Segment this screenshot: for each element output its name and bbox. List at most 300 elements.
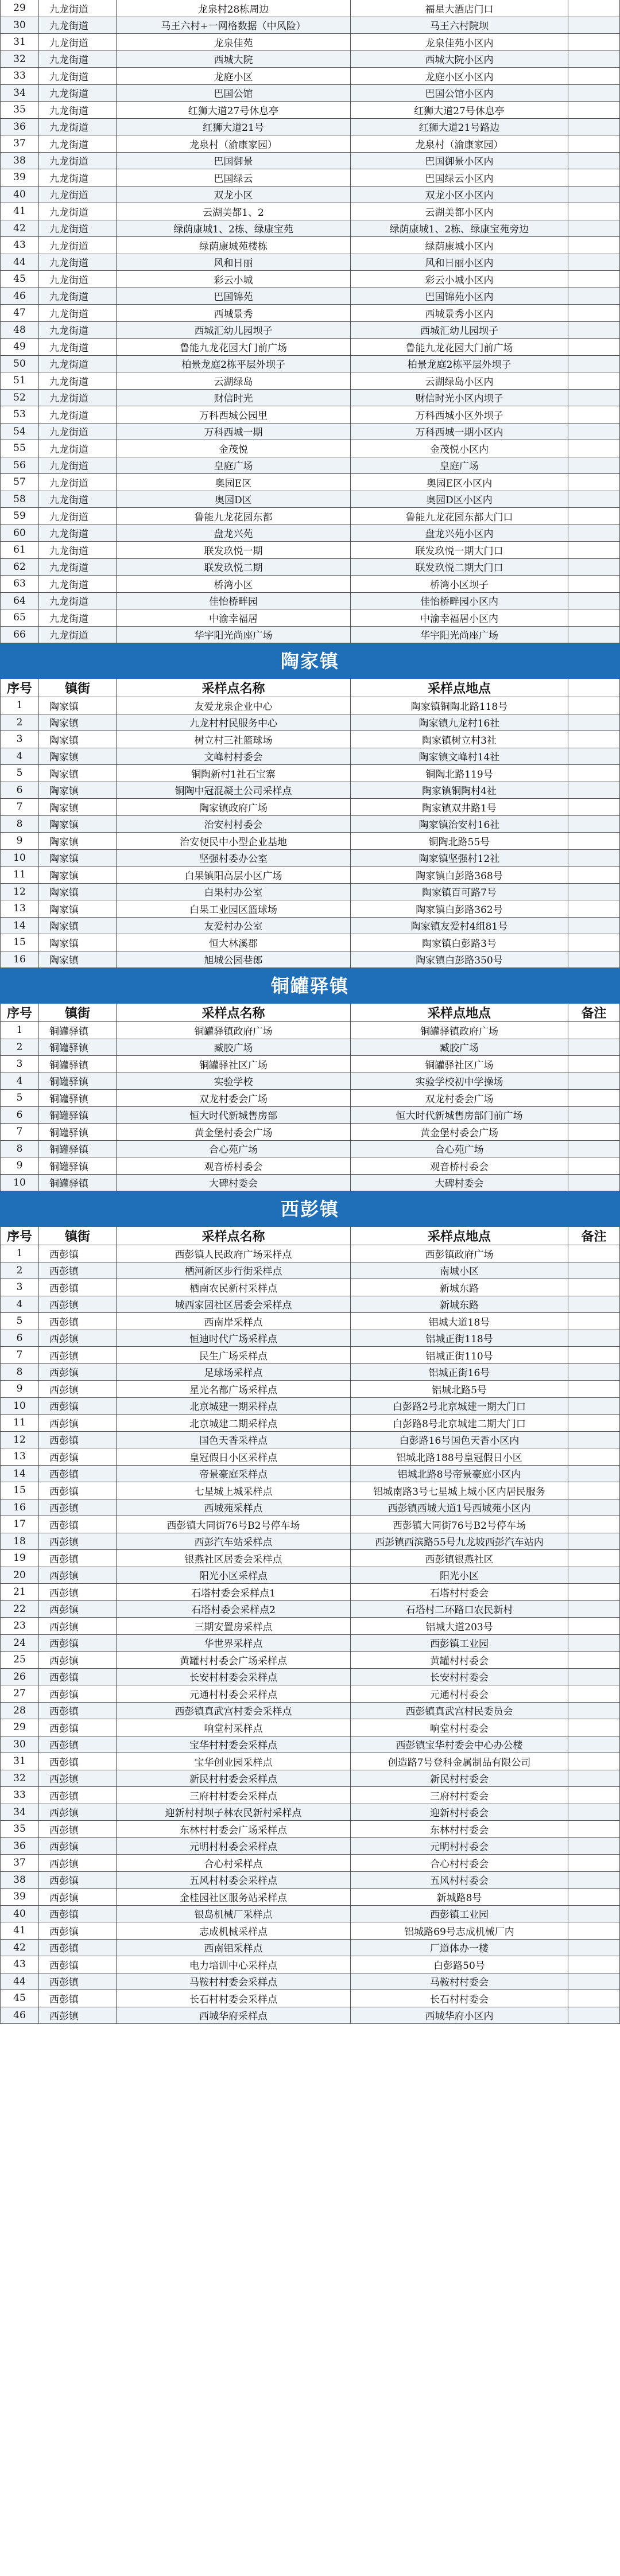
cell-town: 陶家镇 (39, 782, 117, 799)
table-row (0, 1669, 620, 1686)
cell-site-address: 铝城北路8号帝景豪庭小区内 (351, 1466, 568, 1482)
cell-town: 西彭镇 (39, 2007, 117, 2024)
cell-site-address: 陶家镇双井路1号 (351, 799, 568, 815)
cell-town: 西彭镇 (39, 1245, 117, 1262)
cell-note (568, 1821, 620, 1837)
cell-note (568, 491, 620, 508)
cell-town: 西彭镇 (39, 1838, 117, 1855)
cell-site-address: 西城汇幼儿园坝子 (351, 322, 568, 339)
cell-site-address: 福星大酒店门口 (351, 0, 568, 17)
cell-index: 32 (0, 1770, 39, 1787)
table-row (0, 1157, 620, 1175)
cell-site-address: 陶家镇友爱村4组81号 (351, 918, 568, 934)
cell-site-address: 西彭镇西滨路55号九龙坡西彭汽车站内 (351, 1533, 568, 1550)
table-row (0, 1652, 620, 1669)
cell-site-name: 巴国公馆 (117, 85, 351, 102)
table-row (0, 406, 620, 423)
table-row (0, 440, 620, 457)
cell-site-address: 陶家镇铜陶北路118号 (351, 697, 568, 714)
cell-note (568, 1567, 620, 1584)
cell-site-name: 西南铝采样点 (117, 1940, 351, 1956)
cell-town: 西彭镇 (39, 1601, 117, 1618)
cell-site-name: 东林村村委会广场采样点 (117, 1821, 351, 1837)
cell-site-name: 皇庭广场 (117, 457, 351, 474)
table-row (0, 1719, 620, 1736)
cell-site-address: 双龙村委会广场 (351, 1090, 568, 1106)
cell-site-address: 铜陶北路55号 (351, 833, 568, 849)
cell-note (568, 0, 620, 17)
cell-site-address: 联发玖悦一期大门口 (351, 542, 568, 558)
table-row (0, 627, 620, 644)
cell-site-name: 国色天香采样点 (117, 1432, 351, 1448)
cell-site-address: 白彭路16号国色天香小区内 (351, 1432, 568, 1448)
cell-index: 7 (0, 799, 39, 815)
cell-site-address: 巴国御景小区内 (351, 153, 568, 169)
cell-site-address: 鲁能九龙花园大门前广场 (351, 339, 568, 355)
table-row (0, 68, 620, 85)
column-header: 采样点名称 (117, 1227, 351, 1245)
table-row (0, 203, 620, 220)
cell-town: 九龙街道 (39, 187, 117, 203)
cell-town: 九龙街道 (39, 288, 117, 305)
table-row (0, 1584, 620, 1601)
cell-town: 西彭镇 (39, 1703, 117, 1719)
cell-note (568, 1448, 620, 1465)
table-row (0, 0, 620, 17)
cell-town: 西彭镇 (39, 1906, 117, 1922)
cell-site-address: 新城东路 (351, 1296, 568, 1313)
cell-index: 25 (0, 1652, 39, 1668)
table-row (0, 271, 620, 288)
cell-site-name: 马鞍村村委会采样点 (117, 1973, 351, 1990)
cell-note (568, 1157, 620, 1174)
cell-site-name: 合心村采样点 (117, 1855, 351, 1871)
cell-index: 20 (0, 1567, 39, 1584)
cell-site-address: 陶家镇九龙村16社 (351, 714, 568, 731)
cell-site-name: 长安村村委会采样点 (117, 1669, 351, 1685)
cell-site-name: 西城华府采样点 (117, 2007, 351, 2024)
cell-note (568, 525, 620, 542)
table-row (0, 169, 620, 187)
cell-site-address: 东林村村委会 (351, 1821, 568, 1837)
cell-site-name: 大碑村委会 (117, 1175, 351, 1191)
column-header: 采样点地点 (351, 1004, 568, 1021)
cell-site-address: 万科西城一期小区内 (351, 423, 568, 440)
table-row (0, 1022, 620, 1039)
cell-site-address: 西彭镇大同街76号B2号停车场 (351, 1516, 568, 1533)
cell-note (568, 423, 620, 440)
table-row (0, 884, 620, 901)
cell-index: 30 (0, 1736, 39, 1753)
table-row (0, 867, 620, 884)
cell-site-name: 铜罐驿镇政府广场 (117, 1022, 351, 1039)
cell-town: 陶家镇 (39, 884, 117, 900)
cell-note (568, 1956, 620, 1973)
cell-site-address: 巴国公馆小区内 (351, 85, 568, 102)
cell-town: 九龙街道 (39, 51, 117, 68)
cell-index: 34 (0, 85, 39, 102)
table-row (0, 288, 620, 305)
cell-site-address: 观音桥村委会 (351, 1157, 568, 1174)
cell-site-address: 恒大时代新城售房部门前广场 (351, 1107, 568, 1124)
column-header: 采样点名称 (117, 1004, 351, 1021)
cell-site-address: 铝城北路188号皇冠假日小区 (351, 1448, 568, 1465)
cell-site-name: 臧胶广场 (117, 1039, 351, 1056)
cell-town: 九龙街道 (39, 34, 117, 50)
cell-site-name: 联发玖悦二期 (117, 559, 351, 576)
cell-note (568, 900, 620, 917)
cell-index: 15 (0, 1482, 39, 1499)
cell-index: 38 (0, 153, 39, 169)
cell-town: 西彭镇 (39, 1889, 117, 1905)
cell-site-name: 绿荫康城苑楼栋 (117, 237, 351, 254)
cell-note (568, 1296, 620, 1313)
cell-site-name: 佳怡桥畔园 (117, 593, 351, 609)
cell-site-name: 红狮大道27号休息亭 (117, 102, 351, 118)
cell-note (568, 135, 620, 152)
cell-site-name: 龙泉村28栋周边 (117, 0, 351, 17)
cell-town: 铜罐驿镇 (39, 1022, 117, 1039)
cell-note (568, 833, 620, 849)
cell-index: 42 (0, 1940, 39, 1956)
cell-index: 4 (0, 1073, 39, 1090)
cell-index: 8 (0, 1364, 39, 1381)
table-row (0, 220, 620, 238)
cell-note (568, 1533, 620, 1550)
cell-note (568, 576, 620, 592)
cell-note (568, 593, 620, 609)
cell-town: 西彭镇 (39, 1584, 117, 1600)
cell-town: 九龙街道 (39, 203, 117, 220)
cell-site-address: 西彭镇工业园 (351, 1635, 568, 1652)
table-row (0, 1313, 620, 1330)
cell-town: 西彭镇 (39, 1973, 117, 1990)
cell-site-name: 北京城建一期采样点 (117, 1398, 351, 1415)
cell-note (568, 627, 620, 643)
cell-town: 西彭镇 (39, 1364, 117, 1381)
cell-site-address: 中渝幸福居小区内 (351, 609, 568, 626)
cell-note (568, 1889, 620, 1905)
cell-site-address: 陶家镇铜陶村4社 (351, 782, 568, 799)
table-row (0, 1872, 620, 1889)
cell-site-name: 栖河新区步行街采样点 (117, 1262, 351, 1279)
cell-note (568, 731, 620, 748)
table-row (0, 816, 620, 833)
cell-site-address: 马鞍村村委会 (351, 1973, 568, 1990)
cell-index: 9 (0, 833, 39, 849)
table-row (0, 1736, 620, 1754)
table-row (0, 1533, 620, 1551)
table-row (0, 1973, 620, 1991)
cell-site-name: 万科西城公园里 (117, 406, 351, 423)
table-row (0, 593, 620, 610)
cell-town: 铜罐驿镇 (39, 1056, 117, 1073)
cell-index: 6 (0, 782, 39, 799)
cell-note (568, 1175, 620, 1191)
cell-site-name: 柏景龙庭2栋平层外坝子 (117, 356, 351, 372)
table-row (0, 17, 620, 34)
cell-index: 31 (0, 34, 39, 50)
cell-site-name: 黄金堡村委会广场 (117, 1124, 351, 1140)
cell-site-name: 鲁能九龙花园东都 (117, 508, 351, 524)
section-1 (0, 643, 620, 968)
cell-town: 铜罐驿镇 (39, 1175, 117, 1191)
cell-site-name: 白果工业园区篮球场 (117, 900, 351, 917)
table-row (0, 1107, 620, 1124)
table-row (0, 119, 620, 136)
cell-note (568, 1618, 620, 1634)
cell-town: 铜罐驿镇 (39, 1157, 117, 1174)
cell-note (568, 1313, 620, 1330)
table-row (0, 1175, 620, 1192)
cell-site-address: 西城华府小区内 (351, 2007, 568, 2024)
cell-site-address: 迎新村村委会 (351, 1804, 568, 1821)
cell-site-name: 志成机械采样点 (117, 1922, 351, 1939)
cell-site-address: 龙泉佳苑小区内 (351, 34, 568, 50)
cell-town: 陶家镇 (39, 748, 117, 765)
cell-index: 1 (0, 1245, 39, 1262)
cell-site-name: 电力培训中心采样点 (117, 1956, 351, 1973)
table-row (0, 934, 620, 951)
cell-index: 10 (0, 1398, 39, 1415)
cell-note (568, 1107, 620, 1124)
cell-town: 九龙街道 (39, 390, 117, 406)
cell-site-name: 云湖美都1、2 (117, 203, 351, 220)
cell-town: 西彭镇 (39, 1516, 117, 1533)
cell-site-address: 厂道体办一楼 (351, 1940, 568, 1956)
cell-index: 14 (0, 918, 39, 934)
cell-index: 33 (0, 1787, 39, 1804)
table-row (0, 1940, 620, 1957)
cell-index: 4 (0, 1296, 39, 1313)
cell-note (568, 51, 620, 68)
cell-site-address: 铝城大道18号 (351, 1313, 568, 1330)
cell-note (568, 17, 620, 34)
cell-town: 铜罐驿镇 (39, 1090, 117, 1106)
cell-note (568, 1990, 620, 2007)
cell-note (568, 508, 620, 524)
table-row (0, 1635, 620, 1652)
cell-site-address: 陶家镇坚强村12社 (351, 850, 568, 867)
cell-site-name: 宝华创业园采样点 (117, 1753, 351, 1770)
cell-note (568, 356, 620, 372)
cell-index: 28 (0, 1703, 39, 1719)
cell-town: 九龙街道 (39, 254, 117, 271)
cell-note (568, 1124, 620, 1140)
cell-town: 西彭镇 (39, 1550, 117, 1567)
cell-town: 西彭镇 (39, 1279, 117, 1296)
cell-site-address: 三府村村委会 (351, 1787, 568, 1804)
cell-index: 48 (0, 322, 39, 339)
cell-index: 9 (0, 1157, 39, 1174)
cell-town: 九龙街道 (39, 322, 117, 339)
cell-site-name: 万科西城一期 (117, 423, 351, 440)
cell-note (568, 68, 620, 84)
cell-index: 61 (0, 542, 39, 558)
table-row (0, 187, 620, 204)
cell-town: 九龙街道 (39, 220, 117, 237)
cell-note (568, 237, 620, 254)
cell-site-name: 恒大时代新城售房部 (117, 1107, 351, 1124)
cell-index: 34 (0, 1804, 39, 1821)
cell-note (568, 1550, 620, 1567)
cell-site-address: 双龙小区小区内 (351, 187, 568, 203)
cell-note (568, 440, 620, 457)
cell-site-name: 治安村村委会 (117, 816, 351, 833)
cell-note (568, 867, 620, 883)
cell-note (568, 220, 620, 237)
cell-note (568, 748, 620, 765)
table-row (0, 135, 620, 153)
cell-town: 九龙街道 (39, 491, 117, 508)
cell-note (568, 85, 620, 102)
cell-site-address: 白彭路50号 (351, 1956, 568, 1973)
cell-town: 西彭镇 (39, 1448, 117, 1465)
cell-index: 12 (0, 1432, 39, 1448)
cell-note (568, 1973, 620, 1990)
cell-index: 35 (0, 102, 39, 118)
cell-index: 2 (0, 1039, 39, 1056)
cell-town: 铜罐驿镇 (39, 1107, 117, 1124)
cell-town: 西彭镇 (39, 1635, 117, 1652)
cell-note (568, 1364, 620, 1381)
cell-note (568, 1432, 620, 1448)
cell-note (568, 406, 620, 423)
column-header (568, 679, 620, 697)
cell-site-name: 银岛机械厂采样点 (117, 1906, 351, 1922)
section-title: 西彭镇 (0, 1191, 620, 1227)
cell-town: 九龙街道 (39, 17, 117, 34)
column-header: 序号 (0, 1227, 39, 1245)
table-row (0, 1039, 620, 1056)
section-title: 陶家镇 (0, 643, 620, 679)
table-row (0, 576, 620, 593)
cell-site-address: 陶家镇白彭路368号 (351, 867, 568, 883)
cell-town: 九龙街道 (39, 153, 117, 169)
cell-site-name: 华宇阳光尚座广场 (117, 627, 351, 643)
cell-site-name: 白果村办公室 (117, 884, 351, 900)
table-row (0, 153, 620, 170)
cell-index: 51 (0, 372, 39, 389)
cell-index: 3 (0, 1056, 39, 1073)
cell-town: 西彭镇 (39, 1398, 117, 1415)
cell-site-name: 三府村村委会采样点 (117, 1787, 351, 1804)
table-row (0, 1821, 620, 1838)
cell-town: 九龙街道 (39, 593, 117, 609)
cell-index: 10 (0, 850, 39, 867)
table-row (0, 731, 620, 748)
cell-note (568, 1398, 620, 1415)
table-row (0, 765, 620, 782)
cell-site-address: 绿荫康城小区内 (351, 237, 568, 254)
cell-site-name: 元明村村委会采样点 (117, 1838, 351, 1855)
table-row (0, 1601, 620, 1618)
table-row (0, 254, 620, 271)
cell-town: 西彭镇 (39, 1685, 117, 1702)
column-header: 序号 (0, 679, 39, 697)
cell-town: 西彭镇 (39, 1821, 117, 1837)
cell-index: 59 (0, 508, 39, 524)
cell-site-name: 龙庭小区 (117, 68, 351, 84)
cell-town: 西彭镇 (39, 1652, 117, 1668)
cell-site-name: 迎新村村坝子林农民新村采样点 (117, 1804, 351, 1821)
cell-site-name: 元通村村委会采样点 (117, 1685, 351, 1702)
cell-note (568, 1499, 620, 1516)
cell-site-address: 石塔村二环路口农民新村 (351, 1601, 568, 1618)
cell-site-address: 响堂村村委会 (351, 1719, 568, 1736)
cell-site-name: 白果镇阳高层小区广场 (117, 867, 351, 883)
cell-note (568, 1703, 620, 1719)
cell-note (568, 1466, 620, 1482)
cell-site-address: 五风村村委会 (351, 1872, 568, 1889)
table-row (0, 1262, 620, 1280)
cell-town: 西彭镇 (39, 1499, 117, 1516)
cell-index: 29 (0, 0, 39, 17)
table-row (0, 237, 620, 254)
cell-site-name: 奥园E区 (117, 474, 351, 491)
cell-note (568, 1922, 620, 1939)
cell-site-address: 陶家镇治安村16社 (351, 816, 568, 833)
cell-town: 西彭镇 (39, 1736, 117, 1753)
cell-site-name: 星光名都广场采样点 (117, 1381, 351, 1397)
cell-site-name: 观音桥村委会 (117, 1157, 351, 1174)
table-row (0, 525, 620, 542)
cell-town: 九龙街道 (39, 68, 117, 84)
cell-site-address: 新城路8号 (351, 1889, 568, 1905)
cell-town: 陶家镇 (39, 918, 117, 934)
table-row (0, 1618, 620, 1635)
cell-site-name: 金桂园社区服务站采样点 (117, 1889, 351, 1905)
cell-site-name: 友爱龙泉企业中心 (117, 697, 351, 714)
cell-town: 西彭镇 (39, 1855, 117, 1871)
cell-note (568, 102, 620, 118)
cell-site-name: 石塔村委会采样点2 (117, 1601, 351, 1618)
cell-site-name: 双龙村委会广场 (117, 1090, 351, 1106)
table-row (0, 1516, 620, 1533)
cell-site-address: 西彭镇工业园 (351, 1906, 568, 1922)
cell-index: 2 (0, 1262, 39, 1279)
cell-site-address: 黄金堡村委会广场 (351, 1124, 568, 1140)
column-header: 镇街 (39, 679, 117, 697)
cell-index: 45 (0, 1990, 39, 2007)
cell-site-name: 合心苑广场 (117, 1141, 351, 1157)
cell-site-address: 西城景秀小区内 (351, 305, 568, 321)
cell-index: 8 (0, 1141, 39, 1157)
cell-site-name: 龙泉村（渝康家园） (117, 135, 351, 152)
cell-note (568, 1685, 620, 1702)
cell-town: 西彭镇 (39, 1669, 117, 1685)
table-row (0, 1090, 620, 1107)
cell-site-name: 长石村村委会采样点 (117, 1990, 351, 2007)
cell-note (568, 1635, 620, 1652)
table-row (0, 508, 620, 525)
cell-note (568, 1940, 620, 1956)
cell-index: 18 (0, 1533, 39, 1550)
cell-site-name: 石塔村委会采样点1 (117, 1584, 351, 1600)
table-row (0, 390, 620, 407)
table-row (0, 1415, 620, 1432)
cell-index: 43 (0, 1956, 39, 1973)
cell-town: 西彭镇 (39, 1770, 117, 1787)
cell-index: 6 (0, 1330, 39, 1347)
table-row (0, 697, 620, 714)
cell-town: 西彭镇 (39, 1466, 117, 1482)
cell-index: 21 (0, 1584, 39, 1600)
table-row (0, 1482, 620, 1499)
cell-site-address: 长石村村委会 (351, 1990, 568, 2007)
cell-site-address: 陶家镇白彭路3号 (351, 934, 568, 951)
cell-town: 九龙街道 (39, 119, 117, 135)
